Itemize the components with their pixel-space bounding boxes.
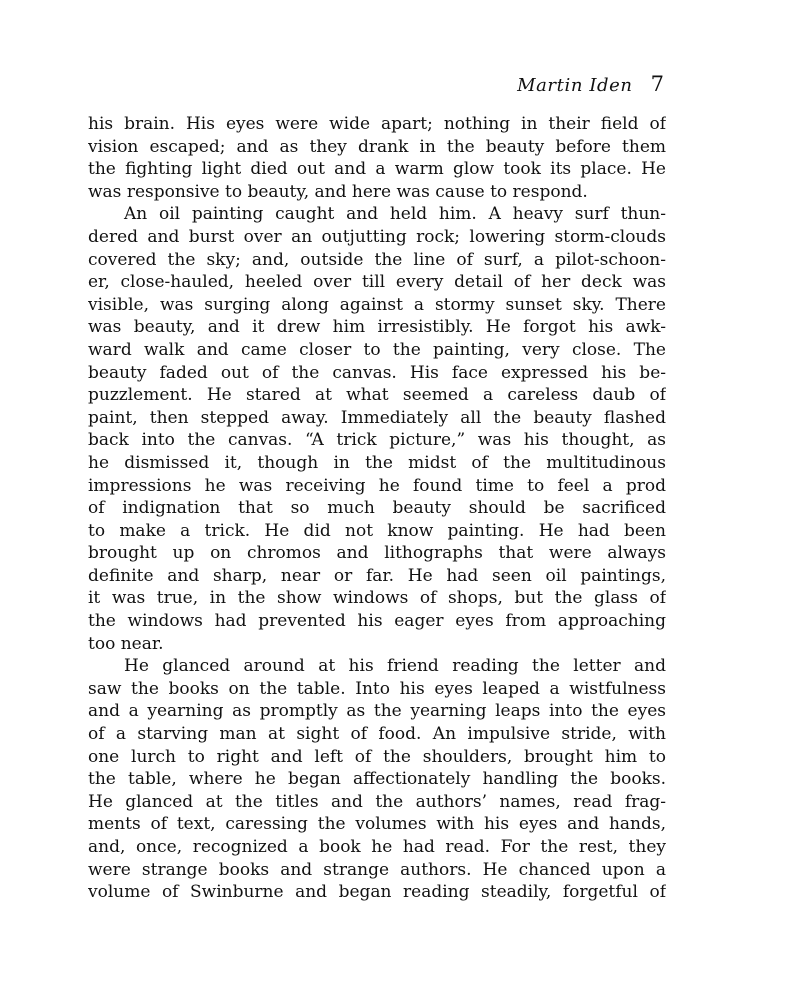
text-line: to make a trick. He did not know painting. He had been — [88, 520, 666, 541]
text-line: were strange books and strange authors. He chanced upon a — [88, 859, 666, 880]
text-line: the windows had prevented his eager eyes from approaching — [88, 611, 666, 632]
text-line: An oil painting caught and held him. A heavy surf thun- — [124, 204, 666, 225]
text-line: visible, was surging along against a stormy sunset sky. There — [88, 294, 666, 315]
text-line: vision escaped; and as they drank in the beauty before them — [88, 136, 666, 157]
text-line: it was true, in the show windows of shops, but the glass of — [88, 588, 666, 609]
text-line: ments of text, caressing the volumes with his eyes and hands, — [88, 814, 666, 835]
text-line: puzzlement. He stared at what seemed a careless daub of — [88, 385, 666, 406]
text-line: definite and sharp, near or far. He had seen oil paintings, — [88, 565, 666, 586]
text-line: of a starving man at sight of food. An impulsive stride, with — [88, 724, 666, 745]
text-line: brought up on chromos and lithographs that were always — [88, 543, 666, 564]
text-line: one lurch to right and left of the shoulders, brought him to — [88, 746, 666, 767]
page-number: 7 — [650, 72, 664, 96]
text-line: he dismissed it, though in the midst of the multitudinous — [88, 452, 666, 473]
text-line: and, once, recognized a book he had read. For the rest, they — [88, 837, 666, 857]
text-line: He glanced around at his friend reading the letter and — [124, 656, 666, 677]
text-line: He glanced at the titles and the authors’ names, read frag- — [88, 791, 666, 812]
text-line: his brain. His eyes were wide apart; nothing in their field of — [88, 114, 666, 134]
text-line: was beauty, and it drew him irresistibly. He forgot his awk- — [88, 317, 666, 338]
text-line: saw the books on the table. Into his eyes leaped a wistfulness — [88, 678, 666, 699]
text-line: impressions he was receiving he found time to feel a prod — [88, 475, 666, 496]
running-title: Martin Iden — [517, 75, 633, 96]
body-text — [88, 113, 666, 904]
text-line: too near. — [88, 633, 164, 654]
text-line: and a yearning as promptly as the yearning leaps into the eyes — [88, 701, 666, 722]
text-line: beauty faded out of the canvas. His face expressed his be- — [88, 362, 666, 383]
text-line: back into the canvas. “A trick picture,” was his thought, as — [88, 430, 666, 451]
text-line: paint, then stepped away. Immediately all the beauty flashed — [88, 407, 666, 428]
text-line: of indignation that so much beauty should be sacrificed — [88, 498, 666, 519]
text-line: was responsive to beauty, and here was cause to respond. — [88, 181, 588, 202]
text-line: the table, where he began affectionately handling the books. — [88, 769, 666, 790]
text-line: the fighting light died out and a warm glow took its place. He — [88, 159, 666, 180]
running-header — [517, 72, 664, 96]
text-line: dered and burst over an outjutting rock; lowering storm-clouds — [88, 226, 666, 247]
text-line: volume of Swinburne and began reading steadily, forgetful of — [88, 882, 666, 903]
text-line: covered the sky; and, outside the line of surf, a pilot-schoon- — [88, 249, 666, 270]
text-line: ward walk and came closer to the painting, very close. The — [88, 339, 666, 360]
text-line: er, close-hauled, heeled over till every detail of her deck was — [88, 272, 666, 293]
